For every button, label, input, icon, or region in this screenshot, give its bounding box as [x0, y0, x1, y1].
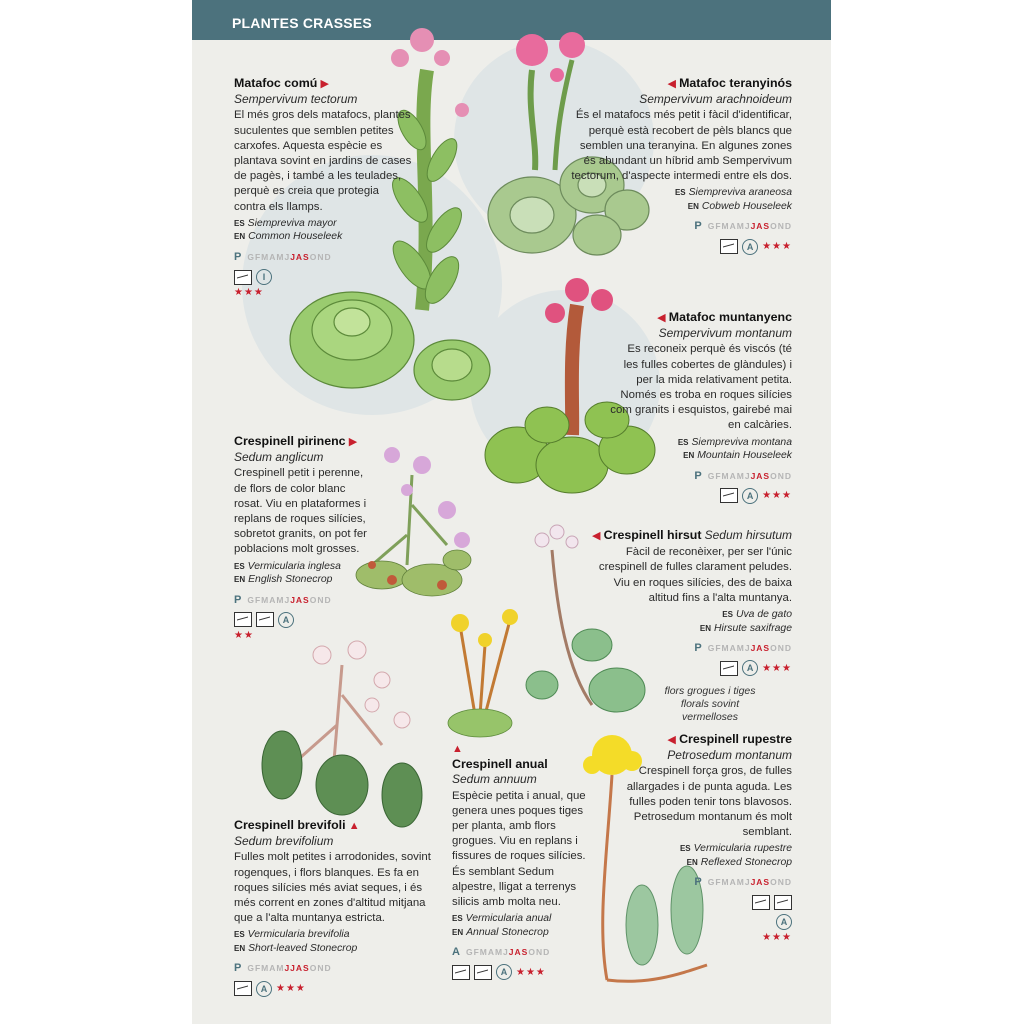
rock-habitat-icon: [234, 270, 252, 285]
page-title: PLANTES CRASSES: [232, 15, 372, 31]
spanish-name: ES Vermicularia brevifolia: [234, 929, 350, 941]
rock-habitat-icon: [234, 981, 252, 996]
species-description: Es reconeix perquè és viscós (té les fulles cobertes de glàndules) i per la mida relativament petita. Només es troba en roques silícies com granits i esquistos, gairebé mai en calcàries.: [610, 343, 792, 432]
english-name: EN English Stonecrop: [234, 574, 333, 586]
pointer-triangle-icon: ◀: [667, 734, 676, 746]
spanish-name: ES Vermicularia anual: [452, 913, 552, 925]
habitat-icons: [452, 964, 587, 980]
scientific-name: Sedum annuum: [452, 772, 537, 787]
status-badge: A: [742, 660, 758, 676]
spanish-name: ES Siempreviva mayor: [234, 217, 337, 229]
scree-habitat-icon: [256, 612, 274, 627]
entry-crespinell-rupestre: [622, 732, 792, 945]
pointer-triangle-icon: ▲: [452, 743, 463, 755]
entry-crespinell-anual: [452, 742, 587, 980]
english-name: EN Short-leaved Stonecrop: [234, 942, 358, 954]
rock-habitat-icon: [720, 488, 738, 503]
pointer-triangle-icon: ▶: [320, 78, 329, 90]
species-description: És el matafocs més petit i fàcil d'identificar, perquè està recobert de pèls blancs que semblen una teranyina. En algunes zones és abundant un híbrid amb Sempervivum tectorum, d'aspecte intermedi entre els dos.: [571, 109, 792, 183]
rock-habitat-icon: [234, 612, 252, 627]
english-name: EN Common Houseleek: [234, 231, 343, 243]
scree-habitat-icon: [474, 965, 492, 980]
habitat-icons: [234, 981, 439, 997]
species-description: El més gros dels matafocs, plantes suculentes que semblen petites carxofes. Aquesta espècie es plantava sovint en jardins de cases de pagès, i també a les teulades, perquè es creia que protegia contra els llamps.: [234, 109, 412, 213]
entry-matafoc-comu: [234, 76, 412, 300]
species-description: Espècie petita i anual, que genera unes poques tiges per planta, amb flors grogues. Viu en replans i fissures de roques silícies. És semblant Sedum alpestre, lligat a terrenys silicis amb molta neu.: [452, 789, 586, 909]
rock-habitat-icon: [720, 239, 738, 254]
entry-crespinell-hirsut: [590, 528, 792, 676]
species-description: Crespinell petit i perenne, de flors de color blanc rosat. Viu en plataformes i replans de roques silícies, sobretot granits, on pot fer poblacions molt grosses.: [234, 467, 367, 556]
status-badge: A: [742, 488, 758, 504]
pointer-triangle-icon: ◀: [592, 530, 601, 542]
species-description: Fulles molt petites i arrodonides, sovint rogenques, i flors blanques. Es fa en roques silícies més aviat seques, i és més corrent en zones d'altitud mitjana que a l'alta muntanya estricta.: [234, 851, 431, 925]
species-name: Matafoc muntanyenc: [668, 310, 792, 324]
scientific-name: Sempervivum arachnoideum: [639, 92, 792, 107]
pointer-triangle-icon: ◀: [667, 78, 676, 90]
rating-stars: ★★: [234, 629, 254, 641]
pointer-triangle-icon: ▲: [348, 820, 360, 832]
species-name: Matafoc teranyinós: [679, 76, 792, 90]
status-badge: A: [776, 914, 792, 930]
rating-stars: ★★★: [234, 287, 264, 299]
entry-matafoc-muntanyenc: [610, 310, 792, 504]
status-badge: A: [278, 612, 294, 628]
status-badge: A: [256, 981, 272, 997]
species-name: Crespinell brevifoli: [234, 818, 346, 832]
rating-stars: ★★★: [516, 966, 546, 978]
english-name: EN Mountain Houseleek: [683, 450, 792, 462]
species-name: Matafoc comú: [234, 76, 318, 90]
species-description: Fàcil de reconèixer, per ser l'únic crespinell de fulles clarament peludes. Viu en roques silícies, des de baixa altitud fins a l'alta muntanya.: [598, 546, 792, 604]
flowering-calendar: P GFMAMJJASOND: [234, 593, 332, 606]
scree-habitat-icon: [774, 895, 792, 910]
flowering-calendar: P GFMAMJJASOND: [234, 250, 332, 263]
scientific-name: Sempervivum montanum: [658, 326, 792, 341]
rating-stars: ★★★: [276, 983, 306, 995]
flowering-calendar: P GFMAMJJASOND: [234, 962, 332, 975]
entry-crespinell-brevifoli: [234, 818, 439, 997]
habitat-icons: [590, 660, 792, 676]
english-name: EN Reflexed Stonecrop: [686, 856, 792, 868]
flowering-calendar: P GFMAMJJASOND: [694, 876, 792, 889]
scientific-name: Sedum hirsutum: [704, 528, 792, 542]
flowering-calendar: A GFMAMJJASOND: [452, 946, 551, 959]
spanish-name: ES Vermicularia rupestre: [679, 843, 792, 855]
scientific-name: Petrosedum montanum: [667, 748, 792, 763]
rock-habitat-icon: [752, 895, 770, 910]
rating-stars: ★★★: [762, 931, 792, 943]
sedum-annuum-illustration: [440, 605, 530, 745]
rock-habitat-icon: [720, 661, 738, 676]
rating-stars: ★★★: [762, 662, 792, 674]
sedum-brevifolium-illustration: [252, 635, 432, 835]
flowering-calendar: P GFMAMJJASOND: [694, 220, 792, 233]
scientific-name: Sempervivum tectorum: [234, 92, 358, 107]
spanish-name: ES Uva de gato: [722, 609, 792, 621]
status-badge: A: [742, 239, 758, 255]
entry-crespinell-pirinenc: [234, 434, 374, 643]
spanish-name: ES Vermicularia inglesa: [234, 560, 341, 572]
status-icons: [622, 914, 792, 930]
english-name: EN Annual Stonecrop: [452, 926, 549, 938]
spanish-name: ES Siempreviva araneosa: [674, 187, 792, 199]
scientific-name: Sedum anglicum: [234, 450, 324, 465]
pointer-triangle-icon: ▶: [348, 436, 358, 448]
english-name: EN Cobweb Houseleek: [687, 200, 792, 212]
habitat-icons: [610, 488, 792, 504]
entry-matafoc-teranyinos: [570, 76, 792, 255]
flowering-calendar: P GFMAMJJASOND: [694, 469, 792, 482]
habitat-icons: [570, 239, 792, 255]
species-name: Crespinell anual: [452, 757, 548, 772]
scientific-name: Sedum brevifolium: [234, 834, 334, 849]
habitat-icons: [622, 895, 792, 910]
spanish-name: ES Siempreviva montana: [677, 436, 792, 448]
rock-habitat-icon: [452, 965, 470, 980]
status-badge: A: [496, 964, 512, 980]
status-badge: I: [256, 269, 272, 285]
english-name: EN Hirsute saxifrage: [699, 622, 792, 634]
species-name: Crespinell rupestre: [679, 732, 792, 746]
habitat-icons: [234, 269, 412, 285]
species-name: Crespinell pirinenc: [234, 434, 346, 448]
habitat-icons: [234, 612, 374, 628]
annotation-note: flors grogues i tiges florals sovint vermelloses: [664, 685, 756, 723]
guide-page: [192, 0, 831, 1024]
species-description: Crespinell força gros, de fulles allargades i de punta aguda. Les fulles poden tenir tons blavosos. Petrosedum montanum és molt semblant.: [626, 765, 792, 839]
flowering-calendar: P GFMAMJJASOND: [694, 642, 792, 655]
rating-stars: ★★★: [762, 490, 792, 502]
species-name: Crespinell hirsut: [603, 528, 702, 542]
rating-stars: ★★★: [762, 241, 792, 253]
pointer-triangle-icon: ◀: [657, 312, 666, 324]
